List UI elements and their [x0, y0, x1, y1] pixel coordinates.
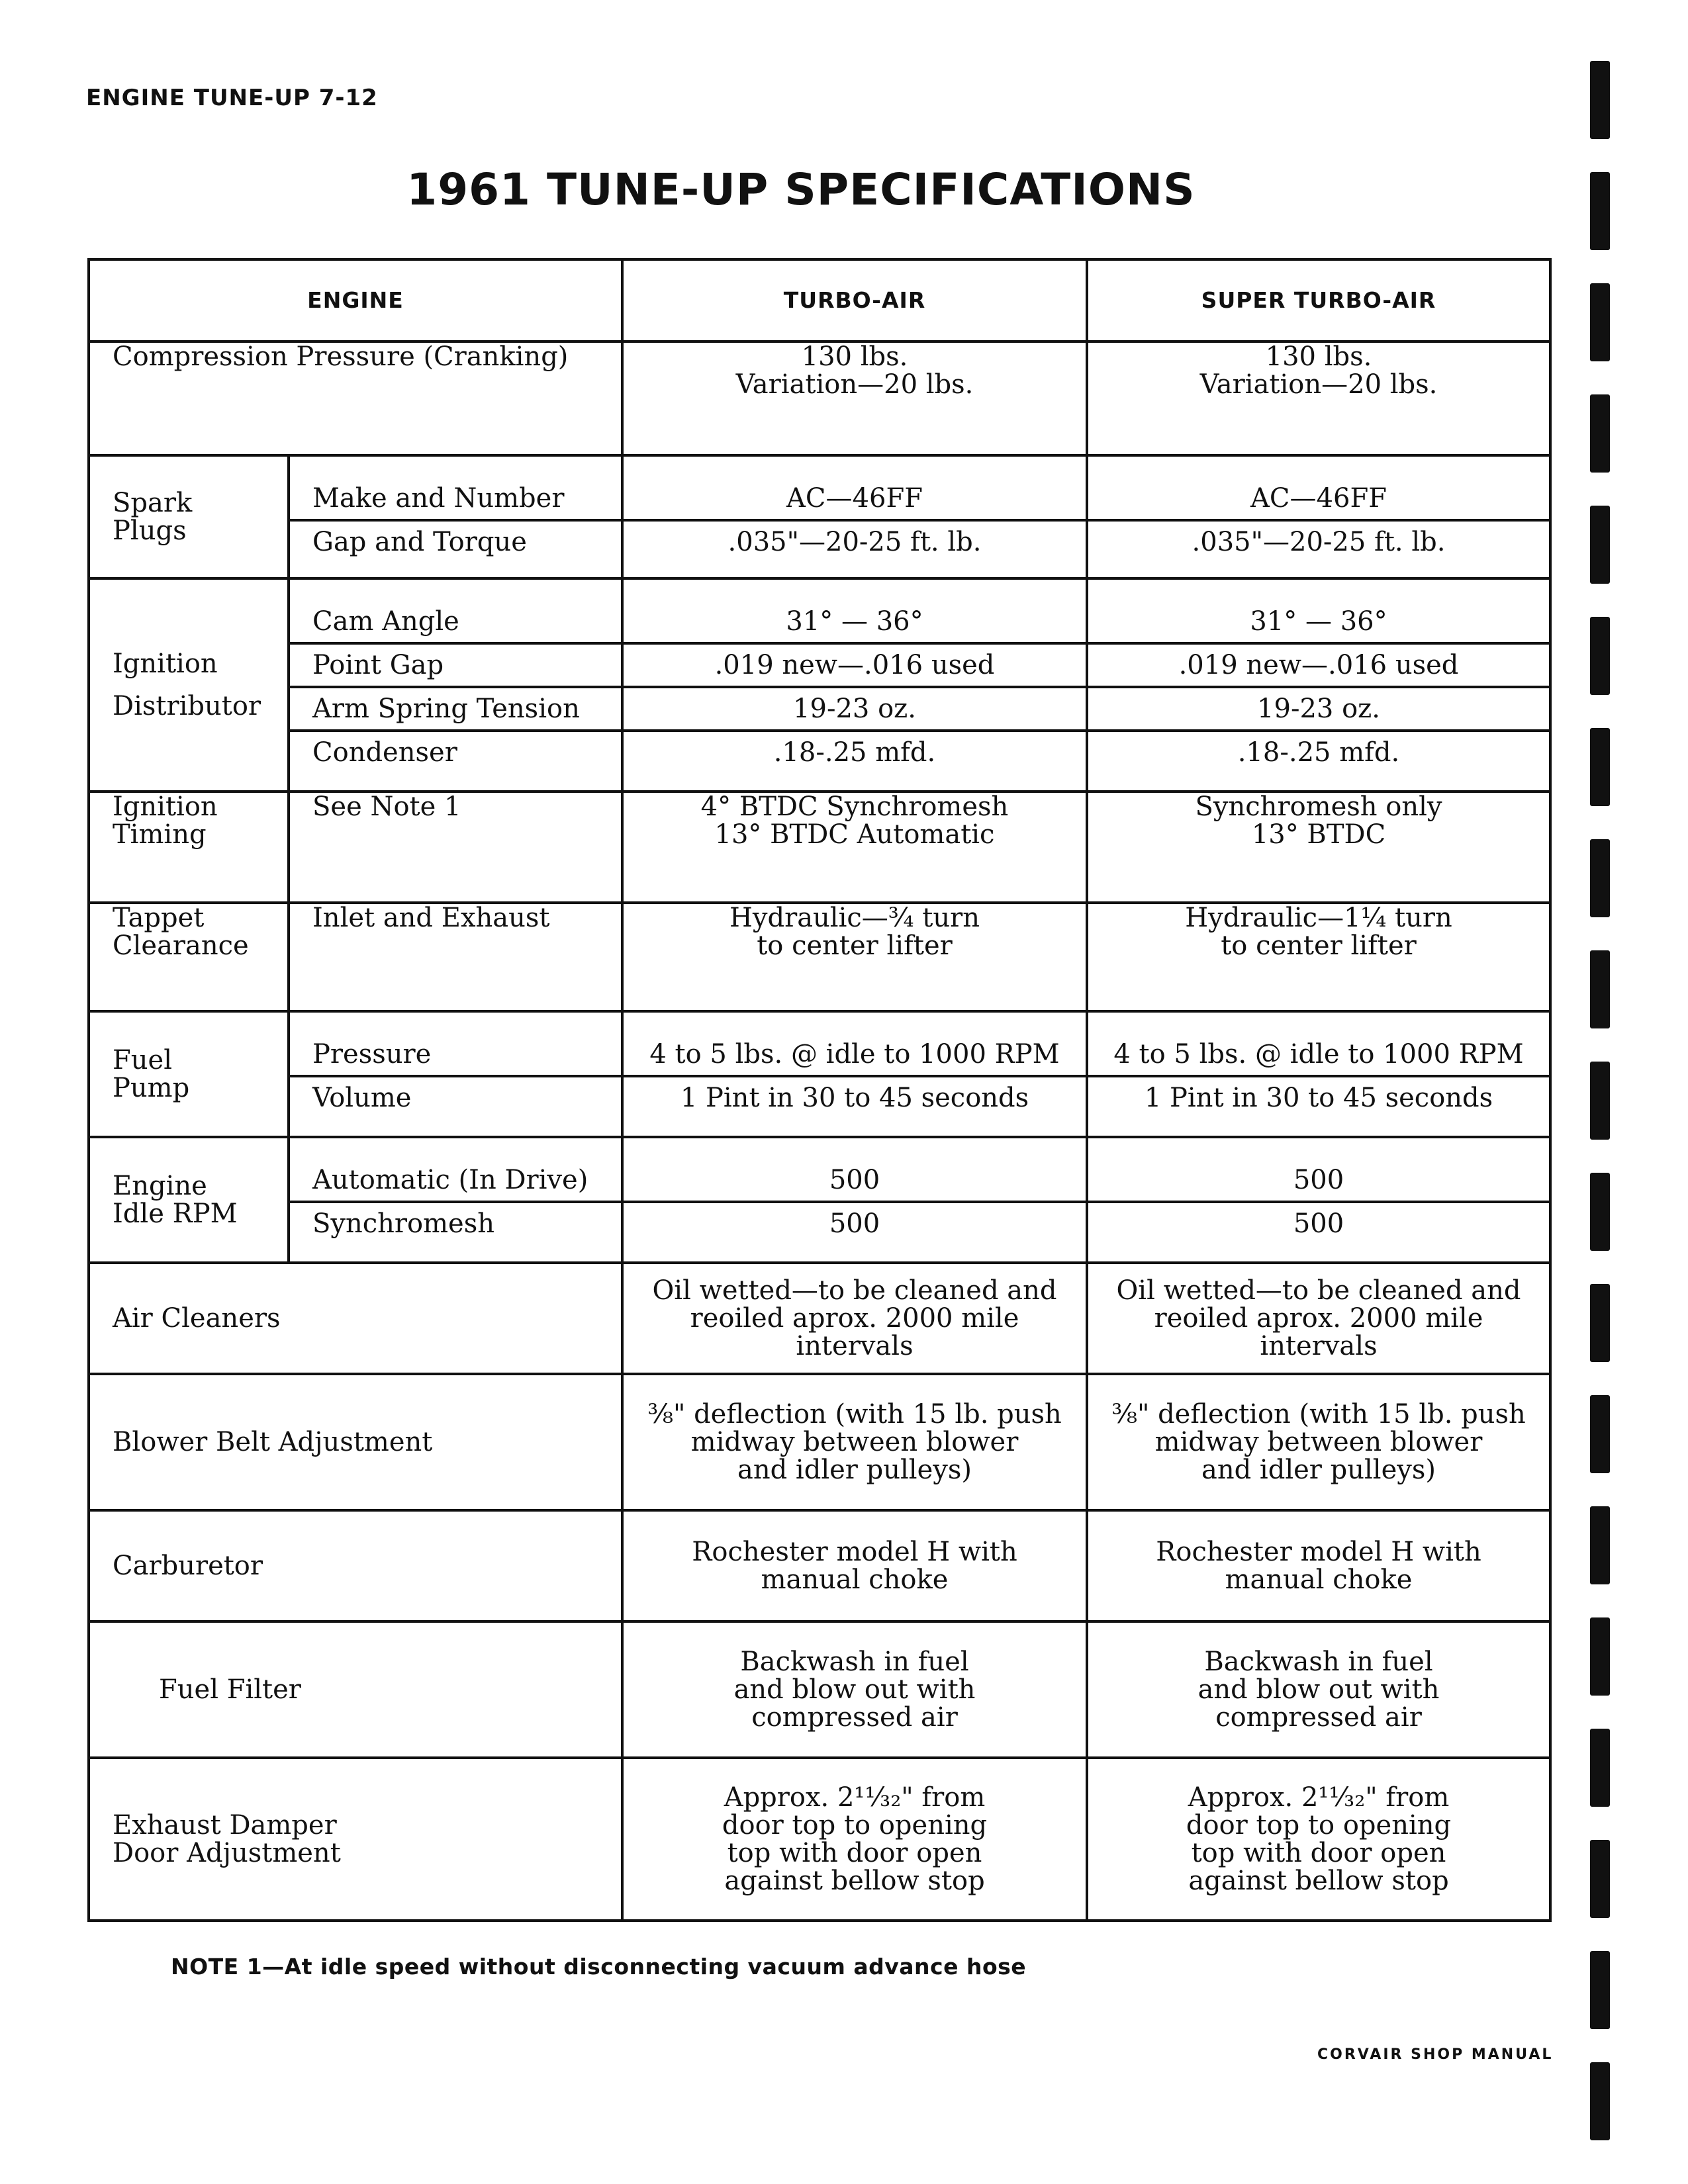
super-value: Backwash in fuel and blow out with compressed air	[1087, 1621, 1550, 1758]
turbo-value: 19-23 oz.	[622, 687, 1087, 731]
turbo-value: Oil wetted—to be cleaned and reoiled aprox. 2000 mile intervals	[622, 1263, 1087, 1374]
super-value: Oil wetted—to be cleaned and reoiled aprox. 2000 mile intervals	[1087, 1263, 1550, 1374]
turbo-value: Rochester model H with manual choke	[622, 1510, 1087, 1621]
row-label: Fuel Filter	[89, 1621, 622, 1758]
turbo-value: 130 lbs. Variation—20 lbs.	[622, 341, 1087, 455]
table-row	[89, 341, 1550, 455]
super-value: 19-23 oz.	[1087, 687, 1550, 731]
super-value: Synchromesh only 13° BTDC	[1087, 792, 1550, 903]
row-label: Compression Pressure (Cranking)	[89, 341, 622, 455]
column-header-engine: ENGINE	[89, 259, 622, 341]
row-label: Inlet and Exhaust	[289, 903, 622, 1011]
table-row	[89, 1510, 1550, 1621]
table-row	[89, 520, 1550, 578]
row-label: Automatic (In Drive)	[289, 1137, 622, 1202]
table-row	[89, 1621, 1550, 1758]
turbo-value: 4 to 5 lbs. @ idle to 1000 RPM	[622, 1011, 1087, 1076]
turbo-value: .035"—20-25 ft. lb.	[622, 520, 1087, 578]
page-title: 1961 TUNE-UP SPECIFICATIONS	[406, 164, 1196, 215]
turbo-value: ⅜" deflection (with 15 lb. push midway between blower and idler pulleys)	[622, 1374, 1087, 1510]
super-value: .035"—20-25 ft. lb.	[1087, 520, 1550, 578]
footnote: NOTE 1—At idle speed without disconnecting vacuum advance hose	[171, 1954, 1027, 1979]
row-label: Cam Angle	[289, 578, 622, 643]
table-row	[89, 903, 1550, 1011]
table-row	[89, 1758, 1550, 1921]
table-row	[89, 643, 1550, 687]
row-label: Blower Belt Adjustment	[89, 1374, 622, 1510]
super-value: .019 new—.016 used	[1087, 643, 1550, 687]
group-label: Spark Plugs	[89, 457, 289, 578]
turbo-value: Approx. 2¹¹⁄₃₂" from door top to opening top with door open against bellow stop	[622, 1758, 1087, 1921]
super-value: 130 lbs. Variation—20 lbs.	[1087, 341, 1550, 455]
row-label: Volume	[289, 1076, 622, 1137]
row-label: Condenser	[289, 731, 622, 792]
row-label: Exhaust Damper Door Adjustment	[89, 1758, 622, 1921]
turbo-value: Backwash in fuel and blow out with compressed air	[622, 1621, 1087, 1758]
table-row	[89, 1137, 1550, 1202]
turbo-value: 500	[622, 1137, 1087, 1202]
group-label: Fuel Pump	[89, 1011, 289, 1137]
turbo-value: .019 new—.016 used	[622, 643, 1087, 687]
turbo-value: 31° — 36°	[622, 578, 1087, 643]
tune-up-spec-table	[87, 258, 1552, 1922]
table-row	[89, 578, 1550, 643]
row-label: Synchromesh	[289, 1202, 622, 1263]
super-value: 31° — 36°	[1087, 578, 1550, 643]
row-label: Carburetor	[89, 1510, 622, 1621]
row-label: Point Gap	[289, 643, 622, 687]
super-value: Rochester model H with manual choke	[1087, 1510, 1550, 1621]
edge-index-marks	[1590, 0, 1617, 2184]
super-value: 4 to 5 lbs. @ idle to 1000 RPM	[1087, 1011, 1550, 1076]
turbo-value: 4° BTDC Synchromesh 13° BTDC Automatic	[622, 792, 1087, 903]
table-row	[89, 1202, 1550, 1263]
page-header: ENGINE TUNE-UP 7-12	[86, 85, 378, 111]
super-value: Approx. 2¹¹⁄₃₂" from door top to opening top with door open against bellow stop	[1087, 1758, 1550, 1921]
super-value: .18-.25 mfd.	[1087, 731, 1550, 792]
turbo-value: 500	[622, 1202, 1087, 1263]
table-row	[89, 1076, 1550, 1137]
page-footer: CORVAIR SHOP MANUAL	[1317, 2046, 1554, 2063]
turbo-value: AC—46FF	[622, 457, 1087, 520]
row-label: Arm Spring Tension	[289, 687, 622, 731]
row-label: Make and Number	[289, 457, 622, 520]
group-label: Tappet Clearance	[89, 903, 289, 1011]
row-label: Pressure	[289, 1011, 622, 1076]
table-header-row	[89, 259, 1550, 341]
super-value: Hydraulic—1¼ turn to center lifter	[1087, 903, 1550, 1011]
group-label: Ignition Timing	[89, 792, 289, 903]
table-row	[89, 731, 1550, 792]
super-value: 500	[1087, 1137, 1550, 1202]
super-value: ⅜" deflection (with 15 lb. push midway between blower and idler pulleys)	[1087, 1374, 1550, 1510]
turbo-value: Hydraulic—¾ turn to center lifter	[622, 903, 1087, 1011]
column-header-turbo-air: TURBO-AIR	[622, 259, 1087, 341]
group-label: Ignition Distributor	[89, 578, 289, 792]
table-row	[89, 1011, 1550, 1076]
turbo-value: 1 Pint in 30 to 45 seconds	[622, 1076, 1087, 1137]
super-value: AC—46FF	[1087, 457, 1550, 520]
row-label: Gap and Torque	[289, 520, 622, 578]
group-label: Engine Idle RPM	[89, 1137, 289, 1263]
table-row	[89, 687, 1550, 731]
column-header-super-turbo-air: SUPER TURBO-AIR	[1087, 259, 1550, 341]
table-row	[89, 1374, 1550, 1510]
table-row	[89, 1263, 1550, 1374]
super-value: 1 Pint in 30 to 45 seconds	[1087, 1076, 1550, 1137]
super-value: 500	[1087, 1202, 1550, 1263]
row-label: See Note 1	[289, 792, 622, 903]
row-label: Air Cleaners	[89, 1263, 622, 1374]
table-row	[89, 792, 1550, 903]
turbo-value: .18-.25 mfd.	[622, 731, 1087, 792]
table-row	[89, 457, 1550, 520]
